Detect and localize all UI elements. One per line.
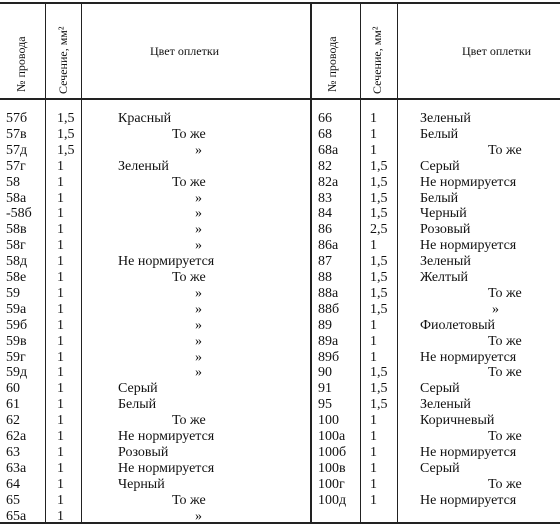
vrule-3 — [310, 2, 312, 524]
wire-section: 1 — [57, 317, 64, 333]
wire-section: 1,5 — [370, 270, 388, 285]
braid-color: » — [195, 333, 202, 349]
wire-section: 1 — [370, 413, 377, 429]
wire-number: 58в — [6, 222, 27, 238]
braid-color: Фиолетовый — [420, 317, 496, 333]
braid-color: То же — [172, 492, 206, 508]
braid-color: » — [195, 285, 202, 301]
wire-section: 1 — [57, 301, 64, 317]
braid-color: То же — [172, 126, 206, 142]
wire-section: 1 — [57, 158, 64, 174]
wire-section: 1 — [370, 142, 377, 158]
wire-number: 82 — [318, 158, 332, 174]
wire-number: 59 — [6, 285, 20, 301]
vrule-4 — [360, 2, 361, 524]
wire-number: 86а — [318, 238, 339, 254]
vrule-1 — [45, 2, 46, 524]
wire-number: 84 — [318, 206, 332, 222]
wire-section: 1,5 — [370, 285, 388, 301]
braid-color: То же — [172, 413, 206, 429]
braid-color: Белый — [420, 190, 459, 206]
braid-color: » — [195, 508, 202, 524]
wire-number: 57в — [6, 126, 27, 142]
wire-section: 1 — [57, 174, 64, 190]
wire-section: 1 — [57, 333, 64, 349]
wire-number: 90 — [318, 365, 332, 381]
wire-section: 1 — [57, 508, 64, 524]
wire-section: 1 — [370, 444, 377, 460]
wire-section: 1 — [370, 111, 377, 126]
wire-number: 59г — [6, 349, 26, 365]
wire-section: 1,5 — [370, 381, 388, 397]
wire-number: 100в — [318, 460, 346, 476]
braid-color: То же — [172, 270, 206, 285]
braid-color: Серый — [420, 460, 460, 476]
braid-color: Не нормируется — [118, 460, 215, 476]
header-rule — [0, 98, 560, 100]
braid-color: Розовый — [118, 444, 169, 460]
braid-color: » — [195, 365, 202, 381]
wire-number: 62 — [6, 413, 20, 429]
braid-color: Не нормируется — [420, 238, 517, 254]
wire-section: 1 — [57, 397, 64, 413]
wire-section: 1 — [370, 333, 377, 349]
braid-color: Белый — [420, 126, 459, 142]
wire-section: 1,5 — [370, 254, 388, 270]
wire-section: 1,5 — [57, 142, 75, 158]
wire-number: 88а — [318, 285, 339, 301]
wire-number: 57б — [6, 111, 28, 126]
braid-color: Красный — [118, 111, 172, 126]
wire-number: 89б — [318, 349, 340, 365]
wire-section: 1 — [57, 492, 64, 508]
braid-color: Не нормируется — [420, 349, 517, 365]
wire-section: 1,5 — [370, 365, 388, 381]
wire-number: -58б — [6, 206, 32, 222]
braid-color: Не нормируется — [420, 174, 517, 190]
braid-color: Не нормируется — [420, 444, 517, 460]
wire-number: 88б — [318, 301, 340, 317]
braid-color: Желтый — [420, 270, 469, 285]
wire-section: 1 — [57, 222, 64, 238]
wire-number: 59б — [6, 317, 28, 333]
wire-number: 58е — [6, 270, 27, 285]
wire-section: 1 — [57, 190, 64, 206]
braid-color: То же — [488, 285, 522, 301]
braid-color: Зеленый — [420, 254, 471, 270]
header-wire-no-right: № провода — [325, 36, 339, 92]
wire-section: 1 — [57, 381, 64, 397]
header-color-right: Цвет оплетки — [462, 44, 532, 58]
wire-number: 68а — [318, 142, 339, 158]
wire-section: 1 — [370, 460, 377, 476]
braid-color: Серый — [118, 381, 158, 397]
wire-number: 60 — [6, 381, 20, 397]
braid-color: Черный — [420, 206, 467, 222]
braid-color: Зеленый — [118, 158, 169, 174]
header-section-right: Сечение, мм² — [370, 26, 384, 94]
wire-section: 1 — [57, 460, 64, 476]
wire-section: 1 — [370, 349, 377, 365]
wire-number: 61 — [6, 397, 20, 413]
braid-color: Зеленый — [420, 397, 471, 413]
wire-number: 65 — [6, 492, 20, 508]
braid-color: Серый — [420, 158, 460, 174]
wire-number: 100а — [318, 429, 346, 444]
wire-number: 59а — [6, 301, 27, 317]
wire-number: 59д — [6, 365, 28, 381]
braid-color: То же — [488, 476, 522, 492]
wire-number: 58а — [6, 190, 27, 206]
wire-section: 1 — [57, 206, 64, 222]
wire-section: 1 — [57, 365, 64, 381]
braid-color: » — [195, 142, 202, 158]
braid-color: То же — [488, 429, 522, 444]
wire-number: 58д — [6, 254, 28, 270]
wire-number: 100г — [318, 476, 345, 492]
wire-number: 65а — [6, 508, 27, 524]
wire-section: 1 — [370, 476, 377, 492]
wire-section: 1 — [370, 492, 377, 508]
wire-section: 1 — [370, 317, 377, 333]
wire-number: 57г — [6, 158, 26, 174]
wire-section: 1,5 — [370, 174, 388, 190]
wire-number: 59в — [6, 333, 27, 349]
header-section-left: Сечение, мм² — [56, 26, 70, 94]
braid-color: » — [195, 190, 202, 206]
wire-number: 63 — [6, 444, 20, 460]
braid-color: То же — [172, 174, 206, 190]
braid-color: То же — [488, 333, 522, 349]
braid-color: Коричневый — [420, 413, 495, 429]
wire-number: 87 — [318, 254, 332, 270]
wire-section: 1 — [57, 476, 64, 492]
wire-number: 83 — [318, 190, 332, 206]
wire-number: 58г — [6, 238, 26, 254]
wire-number: 63а — [6, 460, 27, 476]
wire-number: 89а — [318, 333, 339, 349]
wire-number: 57д — [6, 142, 28, 158]
wire-number: 100б — [318, 444, 347, 460]
wire-section: 1,5 — [370, 158, 388, 174]
wire-section: 1 — [57, 270, 64, 285]
braid-color: Зеленый — [420, 111, 471, 126]
braid-color: То же — [488, 142, 522, 158]
header-wire-no-left: № провода — [14, 36, 28, 92]
wire-number: 100д — [318, 492, 347, 508]
wire-number: 64 — [6, 476, 20, 492]
wire-number: 91 — [318, 381, 332, 397]
vrule-5 — [397, 2, 398, 524]
braid-color: Розовый — [420, 222, 471, 238]
braid-color: Белый — [118, 397, 157, 413]
wire-number: 66 — [318, 111, 332, 126]
wire-section: 1,5 — [370, 190, 388, 206]
wire-section: 1,5 — [370, 206, 388, 222]
braid-color: Черный — [118, 476, 165, 492]
top-rule — [0, 2, 560, 4]
bottom-rule — [0, 522, 560, 524]
braid-color: » — [195, 317, 202, 333]
wire-number: 68 — [318, 126, 332, 142]
braid-color: » — [195, 238, 202, 254]
wire-section: 1 — [57, 429, 64, 444]
braid-color: » — [492, 301, 499, 317]
wire-section: 1 — [57, 285, 64, 301]
braid-color: » — [195, 301, 202, 317]
wire-section: 1 — [57, 238, 64, 254]
wire-section: 1,5 — [57, 126, 75, 142]
wire-section: 1 — [57, 254, 64, 270]
header-color-left: Цвет оплетки — [150, 44, 220, 58]
wire-section: 1 — [370, 238, 377, 254]
wire-section: 1 — [370, 126, 377, 142]
wire-number: 62а — [6, 429, 27, 444]
braid-color: » — [195, 222, 202, 238]
wire-number: 89 — [318, 317, 332, 333]
wire-number: 82а — [318, 174, 339, 190]
wire-section: 1 — [57, 444, 64, 460]
wire-section: 1,5 — [370, 301, 388, 317]
braid-color: Не нормируется — [118, 429, 215, 444]
braid-color: » — [195, 206, 202, 222]
wire-number: 95 — [318, 397, 332, 413]
vrule-2 — [81, 2, 82, 524]
wire-number: 58 — [6, 174, 20, 190]
wire-section: 1 — [57, 349, 64, 365]
braid-color: Не нормируется — [420, 492, 517, 508]
wire-number: 100 — [318, 413, 339, 429]
wire-section: 2,5 — [370, 222, 388, 238]
wire-section: 1 — [57, 413, 64, 429]
braid-color: То же — [488, 365, 522, 381]
braid-color: » — [195, 349, 202, 365]
braid-color: Серый — [420, 381, 460, 397]
wire-number: 88 — [318, 270, 332, 285]
wire-section: 1,5 — [370, 397, 388, 413]
wire-section: 1,5 — [57, 111, 75, 126]
braid-color: Не нормируется — [118, 254, 215, 270]
wire-number: 86 — [318, 222, 332, 238]
wire-section: 1 — [370, 429, 377, 444]
